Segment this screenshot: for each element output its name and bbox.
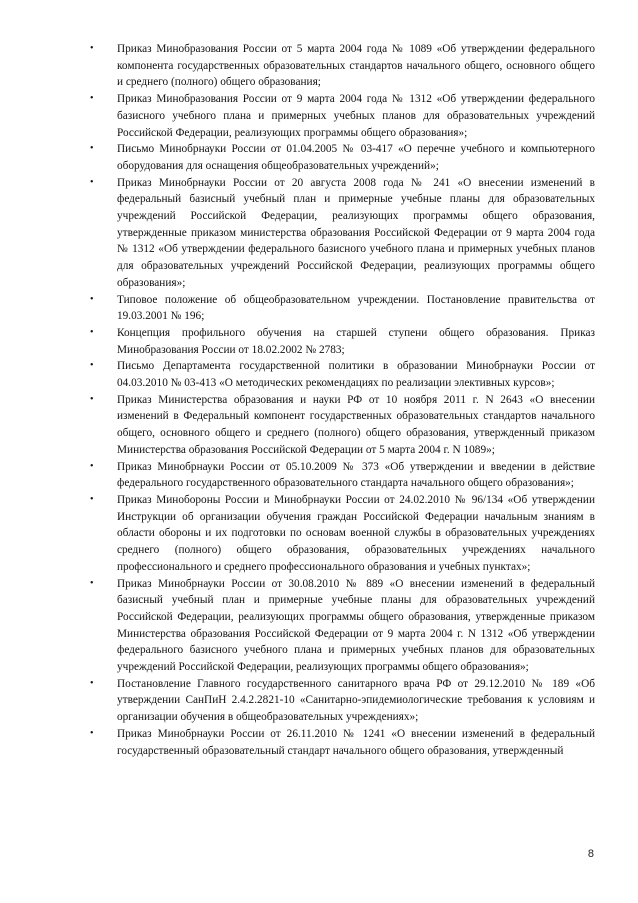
- bullet-icon: •: [90, 393, 94, 405]
- bullet-icon: •: [90, 677, 94, 689]
- bullet-icon: •: [90, 727, 94, 739]
- regulations-list: [87, 41, 595, 759]
- list-item-text: Приказ Минобрнауки России от 20 августа 2008 года № 241 «О внесении изменений в федеральный базисный учебный план и примерные учебные планы для образовательных учреждений Российской Федерации, реализующих программы общего образования, утвержденные приказом министерства образования Российской Федерации от 9 марта 2004 года № 1312 «Об утверждении федерального базисного учебного плана и примерных учебных планов для образовательных учреждений Российской Федерации, реализующих программы общего образования»;: [117, 176, 595, 289]
- list-item: [87, 459, 595, 492]
- list-item-text: Приказ Минобразования России от 9 марта 2004 года № 1312 «Об утверждении федерального базисного учебного плана и примерных учебных планов для образовательных учреждений Российской Федерации, реализующих программы общего образования»;: [117, 93, 595, 139]
- bullet-icon: •: [90, 143, 94, 155]
- list-item-text: Письмо Департамента государственной политики в образовании Минобрнауки России от 04.03.2010 № 03-413 «О методических рекомендациях по реализации элективных курсов»;: [117, 360, 595, 390]
- bullet-icon: •: [90, 326, 94, 338]
- bullet-icon: •: [90, 293, 94, 305]
- bullet-icon: •: [90, 43, 94, 54]
- bullet-icon: •: [90, 460, 94, 472]
- list-item: [87, 141, 595, 174]
- list-item: [87, 91, 595, 141]
- list-item-text: Приказ Министерства образования и науки РФ от 10 ноября 2011 г. N 2643 «О внесении изменений в Федеральный компонент государственных образовательных стандартов начального общего, основного общего и среднего (полного) общего образования, утвержденный приказом Министерства образования Российской Федерации от 5 марта 2004 г. N 1089»;: [117, 393, 595, 456]
- list-item: [87, 392, 595, 459]
- list-item-text: Приказ Минобразования России от 5 марта 2004 года № 1089 «Об утверждении федерального компонента государственных образовательных стандартов начального общего, основного общего и среднего (полного) общего образования;: [117, 43, 595, 89]
- bullet-icon: •: [90, 176, 94, 188]
- bullet-icon: •: [90, 577, 94, 589]
- list-item-text: Приказ Минобороны России и Минобрнауки России от 24.02.2010 № 96/134 «Об утверждении Инструкции об организации обучения граждан Российской Федерации начальным знаниям в области обороны и их подготовки по основам военной службы в образовательных учреждениях среднего (полного) общего образования, образовательных учреждениях начального профессионального и среднего профессионального образования и учебных пунктах»;: [117, 493, 595, 573]
- list-item: [87, 358, 595, 391]
- list-item-text: Письмо Минобрнауки России от 01.04.2005 № 03-417 «О перечне учебного и компьютерного оборудования для оснащения общеобразовательных учреждений»;: [117, 143, 595, 172]
- list-item: [87, 726, 595, 759]
- list-item-text: Приказ Минобрнауки России от 05.10.2009 № 373 «Об утверждении и введении в действие федерального государственного образовательного стандарта начального общего образования»;: [117, 460, 595, 490]
- list-item: [87, 492, 595, 576]
- list-item: [87, 676, 595, 726]
- list-item: [87, 292, 595, 325]
- list-item-text: Приказ Минобрнауки России от 26.11.2010 № 1241 «О внесении изменений в федеральный государственный образовательный стандарт начального общего образования, утвержденный: [117, 727, 595, 757]
- list-item: [87, 41, 595, 91]
- bullet-icon: •: [90, 93, 94, 105]
- list-item-text: Постановление Главного государственного санитарного врача РФ от 29.12.2010 № 189 «Об утверждении СанПиН 2.4.2.2821-10 «Санитарно-эпидемиологические требования к условиям и организации обучения в общеобразовательных учреждениях»;: [117, 677, 595, 724]
- page-number: 8: [587, 848, 594, 860]
- bullet-icon: •: [90, 493, 94, 505]
- list-item-text: Концепция профильного обучения на старшей ступени общего образования. Приказ Минобразования России от 18.02.2002 № 2783;: [117, 326, 595, 356]
- list-item-text: Приказ Минобрнауки России от 30.08.2010 № 889 «О внесении изменений в федеральный базисный учебный план и примерные учебные планы для образовательных учреждений Российской Федерации, реализующих программы общего образования, утвержденные приказом Министерства образования Российской Федерации от 9 марта 2004 г. N 1312 «Об утверждении федерального базисного учебного плана и примерных учебных планов для образовательных учреждений Российской Федерации, реализующих программы общего образования»;: [117, 577, 595, 674]
- list-item-text: Типовое положение об общеобразовательном учреждении. Постановление правительства от 19.03.2001 № 196;: [117, 293, 595, 323]
- list-item: [87, 175, 595, 292]
- list-item: [87, 325, 595, 358]
- bullet-icon: •: [90, 360, 94, 372]
- list-item: [87, 576, 595, 676]
